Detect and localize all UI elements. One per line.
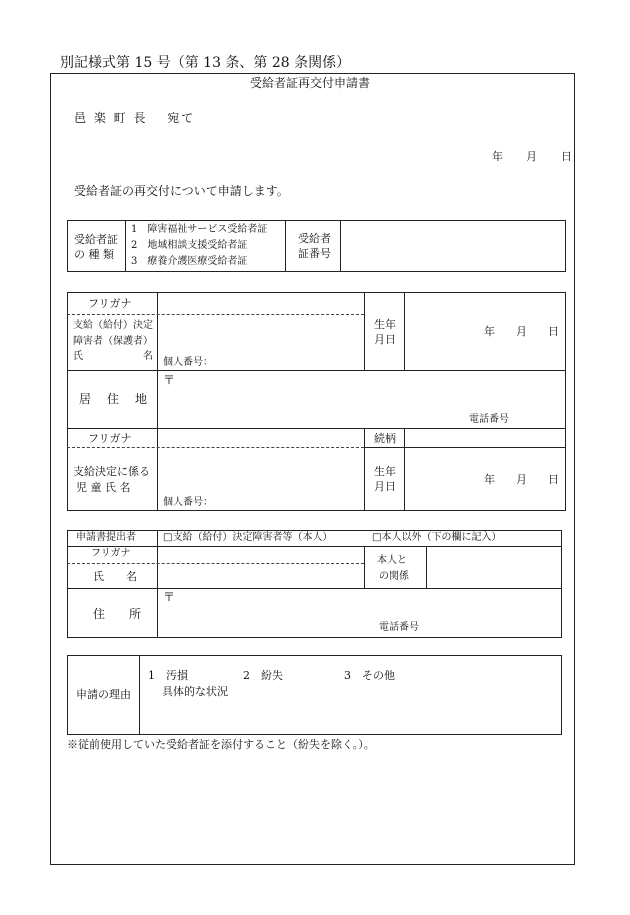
child-name-label: 支給決定に係る [73, 465, 150, 478]
applicant-furigana-label: フリガナ [88, 297, 132, 310]
submitter-phone-label: 電話番号 [379, 622, 419, 633]
applicant-phone-label: 電話番号 [469, 414, 509, 425]
submitter-label: 申請書提出者 [76, 532, 136, 543]
applicant-name-label-3b: 名 [143, 351, 153, 362]
applicant-address-label: 居 住 地 [79, 392, 150, 406]
submitter-address-label: 住 所 [93, 607, 142, 621]
reason-option-other[interactable]: 3 その他 [344, 669, 395, 682]
form-reference: 別記様式第 15 号（第 13 条、第 28 条関係） [60, 55, 351, 71]
applicant-birth-month: 月 [516, 325, 527, 338]
applicant-name-field[interactable] [158, 316, 363, 354]
submitter-name-label: 氏 名 [93, 570, 137, 583]
cert-number-field[interactable] [341, 221, 565, 271]
child-kojin-label: 個人番号： [163, 497, 213, 508]
submitter-relation-label: 本人と [377, 555, 407, 566]
reason-detail-field[interactable] [140, 700, 561, 734]
child-birth-month: 月 [516, 473, 527, 486]
child-relation-field[interactable] [405, 429, 565, 447]
applicant-name-label: 支給（給付）決定 [73, 320, 153, 331]
child-birth-year: 年 [484, 473, 495, 486]
addressee: 邑 楽 町 長 宛て [74, 111, 196, 125]
child-relation-label: 続柄 [374, 432, 396, 445]
applicant-birth-label: 生年 [374, 318, 396, 331]
child-furigana-label: フリガナ [88, 432, 132, 445]
applicant-furigana-field[interactable] [158, 293, 363, 313]
date-year: 年 [492, 150, 503, 163]
reason-detail-label: 具体的な状況 [162, 685, 228, 698]
applicant-name-label-2: 障害者（保護者） [73, 336, 153, 347]
cert-option-1: 1 障害福祉サービス受給者証 [131, 224, 268, 235]
submitter-furigana-label: フリガナ [91, 548, 131, 559]
child-birth-day: 日 [548, 473, 559, 486]
applicant-kojin-label: 個人番号： [163, 357, 213, 368]
cert-number-label: 受給者 [298, 232, 331, 245]
footnote: ※従前使用していた受給者証を添付すること（紛失を除く。）。 [67, 738, 375, 751]
intro-text: 受給者証の再交付について申請します。 [74, 184, 289, 198]
cert-option-2: 2 地域相談支援受給者証 [131, 240, 248, 251]
cert-type-label-2: の 種 類 [74, 248, 114, 261]
submitter-postal-mark: 〒 [163, 590, 176, 604]
applicant-birth-label-2: 月日 [374, 333, 396, 346]
child-name-label-2: 児 童 氏 名 [76, 481, 131, 494]
child-birth-label-2: 月日 [374, 480, 396, 493]
reason-label: 申請の理由 [76, 688, 131, 701]
child-birth-label: 生年 [374, 465, 396, 478]
date-day: 日 [561, 150, 572, 163]
reason-option-lost[interactable]: 2 紛失 [243, 669, 283, 682]
submitter-option-self[interactable]: □支給（給付）決定障害者等（本人） [163, 532, 333, 543]
reason-option-soiled[interactable]: 1 汚損 [148, 669, 188, 682]
submitter-name-field[interactable] [158, 547, 363, 587]
submitter-relation-field[interactable] [427, 547, 561, 587]
submitter-option-other[interactable]: □本人以外（下の欄に記入） [372, 532, 502, 543]
applicant-postal-mark: 〒 [163, 373, 176, 387]
applicant-name-label-3a: 氏 [73, 351, 83, 362]
child-name-field[interactable] [158, 449, 363, 494]
cert-number-label-2: 証番号 [298, 247, 331, 260]
cert-type-label: 受給者証 [74, 233, 118, 246]
submitter-address-field[interactable] [158, 589, 561, 637]
submitter-relation-label-2: の関係 [379, 571, 409, 582]
applicant-birth-day: 日 [548, 325, 559, 338]
cert-option-3: 3 療養介護医療受給者証 [131, 256, 248, 267]
form-title: 受給者証再交付申請書 [250, 76, 371, 90]
applicant-birth-year: 年 [484, 325, 495, 338]
date-month: 月 [526, 150, 537, 163]
